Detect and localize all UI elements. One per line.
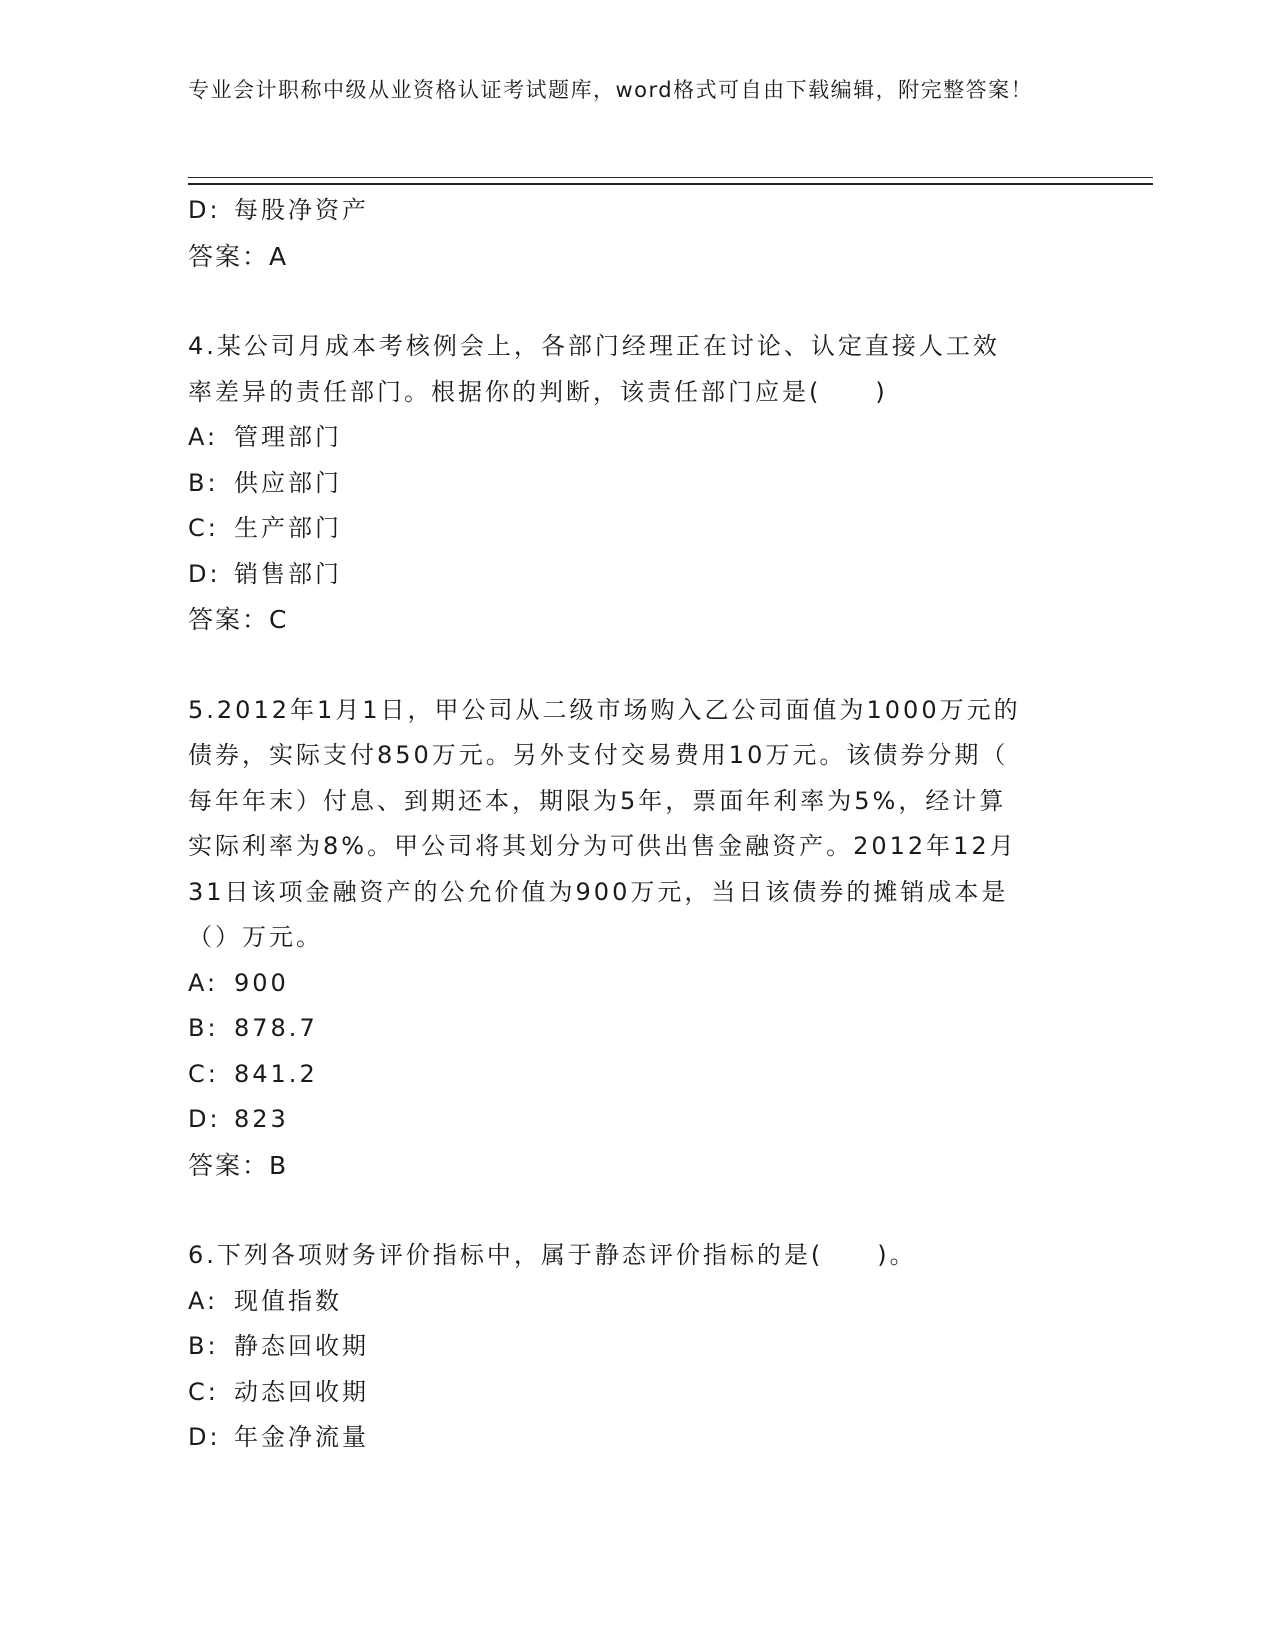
question-5-option-c xyxy=(188,1052,1088,1098)
option-text: 管理部门 xyxy=(234,423,342,451)
question-4-option-d xyxy=(188,552,1088,598)
question-5-stem-line-5: 31日该项金融资产的公允价值为900万元，当日该债券的摊销成本是 xyxy=(188,877,1009,906)
option-key: A: xyxy=(188,1286,219,1315)
question-6-option-c xyxy=(188,1370,1088,1416)
option-key: A: xyxy=(188,423,219,451)
option-text: 静态回收期 xyxy=(234,1332,369,1360)
spacer xyxy=(188,643,1088,688)
option-text: 878.7 xyxy=(234,1014,318,1042)
spacer xyxy=(188,279,1088,324)
question-4-option-a xyxy=(188,415,1088,461)
option-key: D: xyxy=(188,196,221,224)
option-text: 现值指数 xyxy=(234,1286,342,1315)
option-text: 供应部门 xyxy=(234,468,342,497)
question-3-answer: 答案：A xyxy=(188,241,289,271)
question-6-option-b xyxy=(188,1324,1088,1370)
spacer xyxy=(188,1188,1088,1233)
option-key: D: xyxy=(188,1423,221,1451)
question-6-option-d xyxy=(188,1415,1088,1461)
question-5-option-a xyxy=(188,961,1088,1007)
option-key: A: xyxy=(188,968,219,997)
option-key: B: xyxy=(188,1332,219,1360)
question-5-answer: 答案：B xyxy=(188,1150,289,1180)
option-key: C: xyxy=(188,1059,219,1088)
question-3-option-d xyxy=(188,188,1088,234)
option-key: D: xyxy=(188,1105,221,1133)
option-key: C: xyxy=(188,1377,219,1406)
option-key: D: xyxy=(188,559,221,588)
question-4-stem-line-1: 4.某公司月成本考核例会上，各部门经理正在讨论、认定直接人工效 xyxy=(188,332,1000,360)
option-text: 销售部门 xyxy=(234,559,342,588)
question-5-option-d xyxy=(188,1097,1088,1143)
question-4-option-b xyxy=(188,461,1088,507)
question-5-stem-line-1: 5.2012年1月1日，甲公司从二级市场购入乙公司面值为1000万元的 xyxy=(188,695,1021,724)
option-key: B: xyxy=(188,1014,219,1042)
option-text: 900 xyxy=(234,968,289,997)
page-header-text: 专业会计职称中级从业资格认证考试题库，word格式可自由下载编辑，附完整答案！ xyxy=(188,78,1034,102)
question-6-stem: 6.下列各项财务评价指标中，属于静态评价指标的是( )。 xyxy=(188,1241,917,1269)
question-4-stem-line-2: 率差异的责任部门。根据你的判断，该责任部门应是( ) xyxy=(188,377,888,406)
question-6-option-a xyxy=(188,1279,1088,1325)
option-key: B: xyxy=(188,468,219,497)
question-5-stem-line-2: 债券，实际支付850万元。另外支付交易费用10万元。该债券分期（ xyxy=(188,741,1009,769)
question-5-stem-line-4: 实际利率为8%。甲公司将其划分为可供出售金融资产。2012年12月 xyxy=(188,832,1017,860)
question-5-stem-line-3: 每年年末）付息、到期还本，期限为5年，票面年利率为5%，经计算 xyxy=(188,786,1007,815)
option-text: 生产部门 xyxy=(234,514,342,542)
option-key: C: xyxy=(188,514,219,542)
option-text: 年金净流量 xyxy=(234,1423,369,1451)
document-body xyxy=(188,188,1088,1461)
option-text: 841.2 xyxy=(234,1059,318,1088)
option-text: 823 xyxy=(234,1105,289,1133)
question-5-option-b xyxy=(188,1006,1088,1052)
option-text: 每股净资产 xyxy=(234,196,369,224)
option-text: 动态回收期 xyxy=(234,1377,369,1406)
question-4-answer: 答案：C xyxy=(188,605,289,634)
question-4-option-c xyxy=(188,506,1088,552)
question-5-stem-line-6: （）万元。 xyxy=(188,923,323,951)
header-divider xyxy=(188,177,1153,185)
